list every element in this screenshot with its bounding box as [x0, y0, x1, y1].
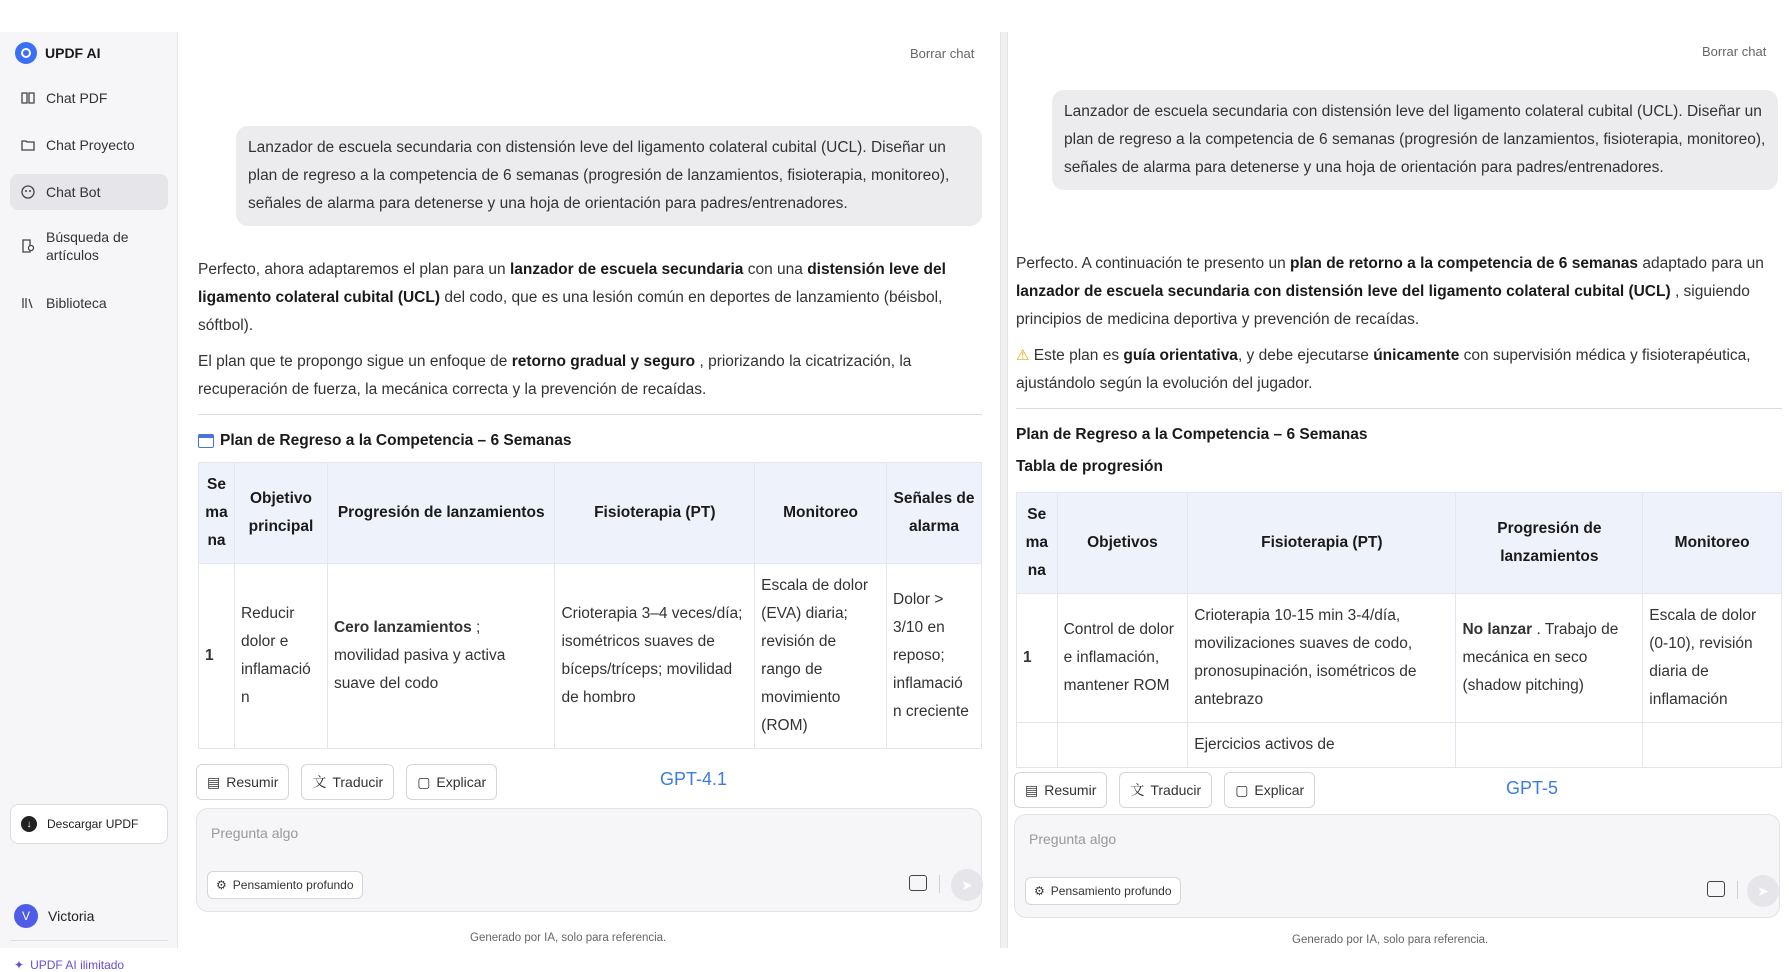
search-doc-icon: [20, 238, 36, 254]
book-icon: [20, 90, 36, 106]
sidebar-item-label: Chat Proyecto: [46, 137, 135, 153]
explain-icon: ▢: [417, 773, 431, 790]
right-chat-panel: [1008, 32, 1789, 948]
answer-paragraph: Perfecto. A continuación te presento un plan de retorno a la competencia de 6 semanas adaptado para un lanzador de escuela secundaria con distensión leve del ligamento colateral cubital (UCL) , siguiendo principios de medicina deportiva y prevención de recaídas.: [1016, 255, 1764, 328]
translate-button[interactable]: 文 Traducir: [1119, 772, 1212, 808]
sidebar-item-chat-bot[interactable]: [10, 174, 168, 210]
translate-icon: 文: [1130, 782, 1145, 798]
ai-disclaimer: Generado por IA, solo para referencia.: [470, 932, 667, 944]
assistant-answer: [198, 256, 982, 455]
image-upload-icon[interactable]: [1707, 881, 1725, 897]
divider: [198, 414, 982, 415]
sidebar-divider: [10, 940, 168, 941]
clear-chat-button[interactable]: Borrar chat: [910, 46, 975, 61]
translate-icon: 文: [312, 774, 327, 790]
sidebar-item-label: Chat PDF: [46, 90, 108, 106]
table-row: 1 Control de dolor e inflamación, mantener ROM Crioterapia 10-15 min 3-4/día, movilizaciones suaves de codo, pronosupinación, isométricos de antebrazo No lanzar . Trabajo de mecánica en seco (shadow pitching) Escala de dolor (0-10), revisión diaria de inflamación: [1017, 594, 1782, 723]
download-updf-button[interactable]: [10, 804, 168, 844]
plan-heading: Plan de Regreso a la Competencia – 6 Semanas: [1016, 426, 1368, 443]
table-row: 1 Reducir dolor e inflamació n Cero lanzamientos ; movilidad pasiva y activa suave del codo Crioterapia 3–4 veces/día; isométricos suaves de bíceps/tríceps; movilidad de hombro Escala de dolor (EVA) diaria; revisión de rango de movimiento (ROM) Dolor > 3/10 en reposo; inflamació n creciente: [199, 564, 982, 749]
explain-button[interactable]: ▢ Explicar: [1224, 772, 1315, 808]
message-input[interactable]: Pregunta algo: [1029, 831, 1117, 847]
separator: [939, 875, 940, 893]
user-prompt-bubble: Lanzador de escuela secundaria con distensión leve del ligamento colateral cubital (UCL). Diseñar un plan de regreso a la competencia de 6 semanas (progresión de lanzamientos, fisioterapia, monitoreo), señales de alarma para detenerse y una hoja de orientación para padres/entrenadores.: [1052, 90, 1778, 190]
unlimited-link[interactable]: [14, 958, 124, 972]
send-button[interactable]: [951, 869, 983, 901]
plan-heading: Plan de Regreso a la Competencia – 6 Semanas: [198, 427, 982, 455]
message-input[interactable]: Pregunta algo: [211, 825, 299, 841]
avatar: V: [14, 904, 38, 928]
send-icon: ➤: [1757, 882, 1769, 899]
sidebar-item-chat-proyecto[interactable]: [10, 127, 168, 163]
ai-disclaimer: Generado por IA, solo para referencia.: [1292, 934, 1489, 946]
brain-icon: ⚙: [1034, 884, 1045, 898]
summary-icon: ▤: [1025, 781, 1039, 798]
deep-think-toggle[interactable]: ⚙ Pensamiento profundo: [1025, 877, 1181, 905]
sidebar-item-label: Biblioteca: [46, 295, 107, 311]
library-icon: [20, 295, 36, 311]
answer-paragraph: Perfecto, ahora adaptaremos el plan para un lanzador de escuela secundaria con una distensión leve del ligamento colateral cubital (UCL) del codo, que es una lesión común en deportes de lanzamiento (béisbol, sóftbol).: [198, 261, 946, 334]
translate-button[interactable]: 文 Traducir: [301, 764, 394, 800]
warning-icon: ⚠: [1016, 347, 1030, 364]
sidebar-item-chat-pdf[interactable]: [10, 80, 168, 116]
bot-icon: [20, 184, 36, 200]
model-label: GPT-5: [1506, 778, 1559, 798]
summary-icon: ▤: [207, 773, 221, 790]
explain-icon: ▢: [1235, 781, 1249, 798]
table-header-row: Se ma na Objetivos Fisioterapia (PT) Progresión de lanzamientos Monitoreo: [1017, 493, 1782, 594]
answer-paragraph: ⚠ Este plan es guía orientativa, y debe ejecutarse únicamente con supervisión médica y fisioterapéutica, ajustándolo según la evolución del jugador.: [1016, 347, 1751, 392]
table-row: Ejercicios activos de: [1017, 723, 1782, 768]
summarize-button[interactable]: ▤ Resumir: [1014, 772, 1107, 808]
calendar-icon: [198, 434, 214, 448]
panel-divider[interactable]: [1000, 32, 1008, 948]
plan-table-container: [198, 462, 982, 752]
answer-paragraph: El plan que te propongo sigue un enfoque de retorno gradual y seguro , priorizando la cicatrización, la recuperación de fuerza, la mecánica correcta y la prevención de recaídas.: [198, 353, 912, 398]
download-label: Descargar UPDF: [47, 817, 139, 831]
chat-composer: [1014, 814, 1780, 918]
assistant-answer: [1016, 250, 1782, 481]
chat-composer: [196, 808, 982, 912]
progression-table: [1016, 492, 1782, 768]
separator: [1737, 881, 1738, 899]
updf-logo-icon: [15, 42, 37, 64]
clear-chat-button[interactable]: Borrar chat: [1702, 44, 1767, 59]
sidebar-item-label: Búsqueda de artículos: [46, 229, 129, 263]
unlimited-label: UPDF AI ilimitado: [30, 958, 125, 972]
summarize-button[interactable]: ▤ Resumir: [196, 764, 289, 800]
send-button[interactable]: [1747, 875, 1779, 907]
sparkle-icon: ✦: [14, 958, 25, 972]
brain-icon: ⚙: [216, 878, 227, 892]
sidebar: [0, 32, 178, 972]
table-subheading: Tabla de progresión: [1016, 458, 1163, 475]
sidebar-item-busqueda[interactable]: [10, 222, 168, 270]
user-profile[interactable]: [14, 904, 94, 928]
action-buttons: [196, 764, 497, 800]
explain-button[interactable]: ▢ Explicar: [406, 764, 497, 800]
deep-think-toggle[interactable]: ⚙ Pensamiento profundo: [207, 871, 363, 899]
action-buttons: [1014, 772, 1315, 808]
download-icon: ↓: [21, 816, 37, 832]
left-chat-panel: [178, 32, 1000, 948]
send-icon: ➤: [961, 876, 973, 893]
plan-table: [198, 462, 982, 749]
folder-icon: [20, 137, 36, 153]
app-logo[interactable]: [15, 42, 100, 64]
divider: [1016, 408, 1782, 409]
user-name: Victoria: [48, 908, 95, 924]
sidebar-item-label: Chat Bot: [46, 184, 101, 200]
image-upload-icon[interactable]: [909, 875, 927, 891]
sidebar-item-biblioteca[interactable]: [10, 285, 168, 321]
progression-table-container: [1016, 492, 1782, 754]
app-name: UPDF AI: [45, 45, 101, 61]
model-label: GPT-4.1: [660, 769, 728, 789]
user-prompt-bubble: Lanzador de escuela secundaria con distensión leve del ligamento colateral cubital (UCL). Diseñar un plan de regreso a la competencia de 6 semanas (progresión de lanzamientos, fisioterapia, monitoreo), señales de alarma para detenerse y una hoja de orientación para padres/entrenadores.: [236, 126, 982, 226]
table-header-row: Se ma na Objetivo principal Progresión de lanzamientos Fisioterapia (PT) Monitoreo Señales de alarma: [199, 463, 982, 564]
